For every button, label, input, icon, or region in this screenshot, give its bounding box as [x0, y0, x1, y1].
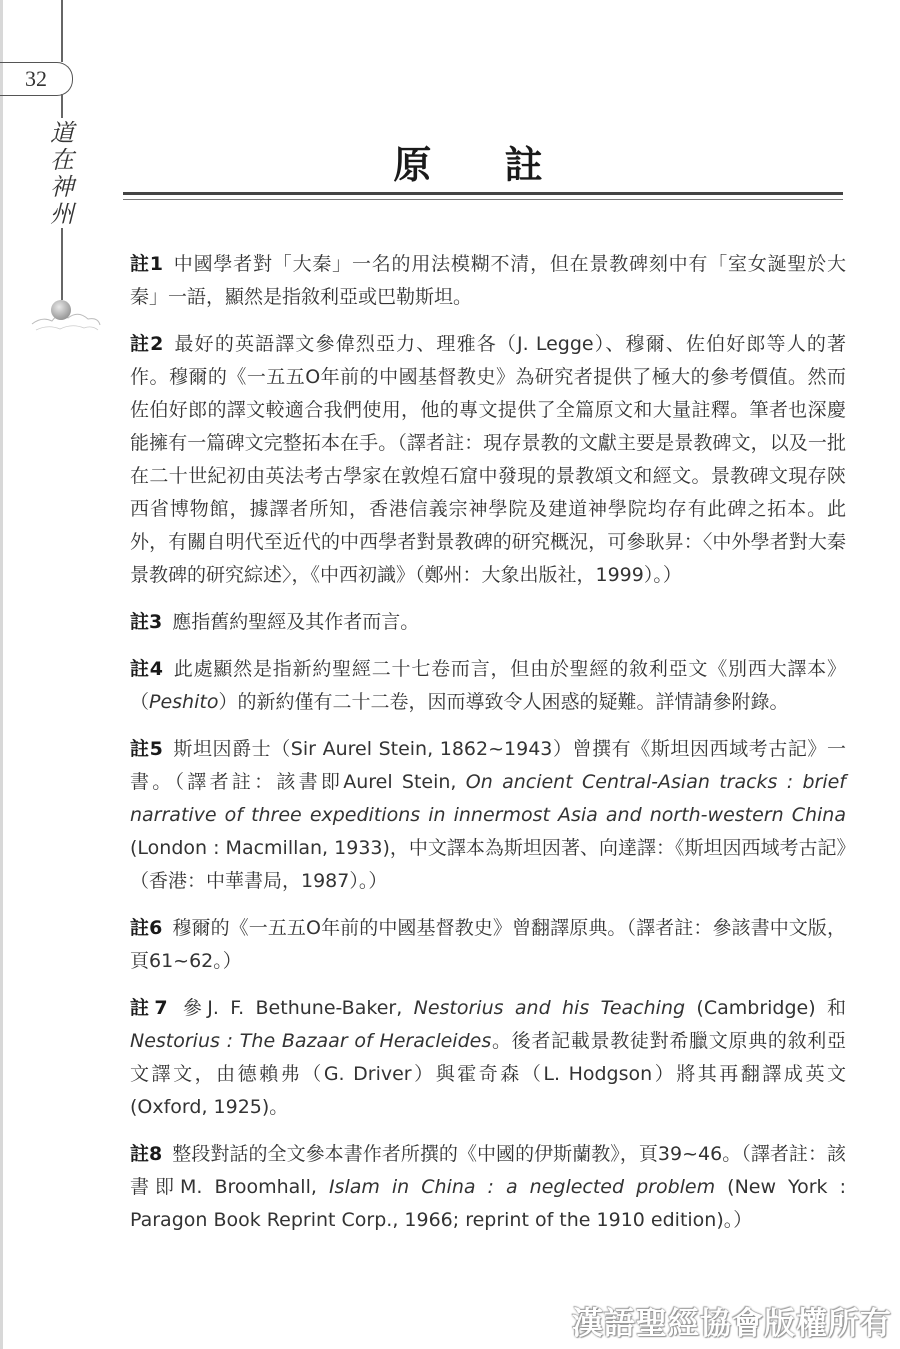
footnote-label: 註6	[130, 917, 163, 939]
page-edge-shadow	[0, 0, 3, 1349]
footnote	[130, 992, 846, 1124]
footnote	[130, 912, 846, 978]
footnote-italic-title: On ancient Central-Asian tracks : brief narrative of three expeditions in innermost Asia and north-western China	[130, 771, 846, 826]
running-title-char: 道	[50, 119, 74, 147]
footnote	[130, 606, 846, 639]
pearl-ornament-icon	[51, 300, 71, 320]
footnote-text: 整段對話的全文參本書作者所撰的《中國的伊斯蘭教》，頁39~46。（譯者註：該書即M. Broomhall,	[130, 1143, 846, 1198]
footnote-text: 穆爾的《一五五O年前的中國基督教史》曾翻譯原典。（譯者註：參該書中文版，頁61~62。）	[130, 917, 846, 972]
notes-list	[130, 248, 846, 1251]
footnote-italic-title: Peshito	[149, 691, 219, 713]
footnote	[130, 733, 846, 898]
footnote-text: 斯坦因爵士（Sir Aurel Stein, 1862~1943）曾撰有《斯坦因西域考古記》一書。（譯者註：該書即Aurel Stein,	[130, 738, 846, 793]
running-title-char: 在	[50, 146, 74, 174]
footnote-label: 註1	[130, 253, 164, 275]
footnote-text: 最好的英語譯文參偉烈亞力、理雅各（J. Legge）、穆爾、佐伯好郎等人的著作。穆爾的《一五五O年前的中國基督教史》為研究者提供了極大的參考價值。然而佐伯好郎的譯文較適合我們使用，他的專文提供了全篇原文和大量註釋。筆者也深慶能擁有一篇碑文完整拓本在手。（譯者註：現存景教的文獻主要是景教碑文，以及一批在二十世紀初由英法考古學家在敦煌石窟中發現的景教頌文和經文。景教碑文現存陝西省博物館，據譯者所知，香港信義宗神學院及建道神學院均存有此碑之拓本。此外，有關自明代至近代的中西學者對景教碑的研究概況，可參耿昇：〈中外學者對大秦景教碑的研究綜述〉，《中西初識》（鄭州：大象出版社，1999）。）	[130, 333, 846, 586]
footnote-label: 註4	[130, 658, 164, 680]
footnote-text: (London : Macmillan, 1933)，中文譯本為斯坦因著、向達譯：《斯坦因西域考古記》（香港：中華書局，1987）。）	[130, 837, 846, 892]
footnote-text: 此處顯然是指新約聖經二十七卷而言，但由於聖經的敘利亞文《別西大譯本》（	[130, 658, 846, 713]
footnote-text: (Cambridge) 和	[685, 997, 847, 1019]
copyright-watermark: 漢語聖經協會版權所有	[572, 1306, 892, 1342]
footnote-label: 註3	[130, 611, 163, 633]
footnote-label: 註8	[130, 1143, 163, 1165]
running-title-char: 神	[50, 173, 74, 201]
running-title	[48, 120, 76, 228]
footnote-text: ）的新約僅有二十二卷，因而導致令人困惑的疑難。詳情請參附錄。	[218, 691, 789, 713]
margin-rule-top	[61, 0, 63, 62]
page-number: 32	[25, 66, 47, 91]
footnote	[130, 1138, 846, 1237]
page-number-tab	[0, 62, 73, 96]
footnote	[130, 653, 846, 719]
footnote-italic-title: Islam in China : a neglected problem	[328, 1176, 716, 1198]
footnote-text: 。後者記載景教徒對希臘文原典的敘利亞文譯文，由德賴弗（G. Driver）與霍奇森（L. Hodgson）將其再翻譯成英文 (Oxford, 1925)。	[130, 1030, 846, 1118]
footnote-label: 註2	[130, 333, 164, 355]
heading-rule-thick	[123, 192, 843, 195]
margin-rule-middle	[61, 94, 63, 118]
footnote-text: 應指舊約聖經及其作者而言。	[172, 611, 420, 633]
footnote	[130, 248, 846, 314]
footnote-text: 參J. F. Bethune-Baker,	[177, 997, 414, 1019]
footnote-label: 註5	[130, 738, 163, 760]
footnote-italic-title: Nestorius and his Teaching	[413, 997, 686, 1019]
footnote-text: 中國學者對「大秦」一名的用法模糊不清，但在景教碑刻中有「室女誕聖於大秦」一語，顯然是指敘利亞或巴勒斯坦。	[130, 253, 846, 308]
heading-rule-thin	[123, 199, 843, 200]
footnote	[130, 328, 846, 592]
footnote-label: 註7	[130, 997, 168, 1019]
page-heading: 原 註	[393, 143, 573, 187]
footnote-text: (New York : Paragon Book Reprint Corp., 1966; reprint of the 1910 edition)。）	[130, 1176, 846, 1231]
footnote-italic-title: Nestorius : The Bazaar of Heracleides	[130, 1030, 492, 1052]
running-title-char: 州	[50, 200, 74, 228]
